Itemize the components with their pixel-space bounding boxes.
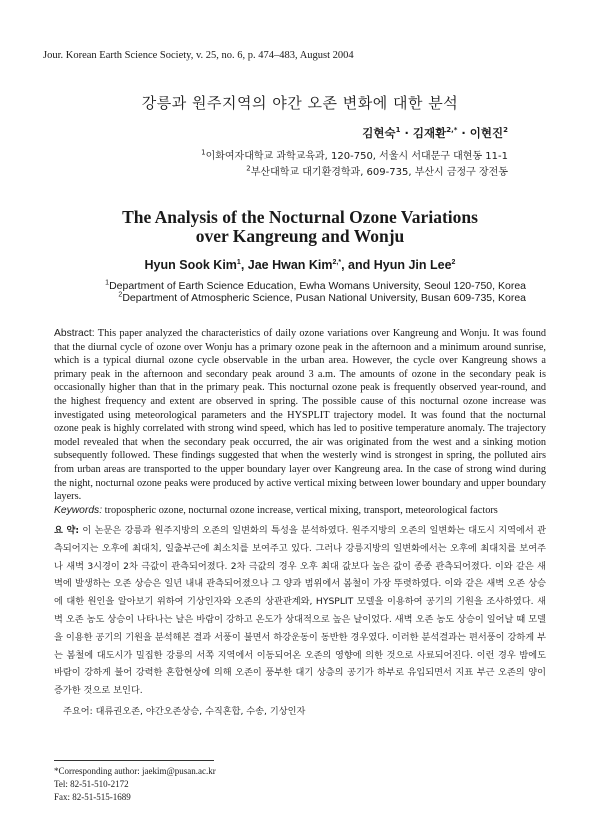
author-1-kr: 김현숙 (362, 126, 396, 140)
author-3-kr: 이현진 (469, 126, 504, 140)
abstract-label: Abstract: (54, 328, 95, 339)
english-title-line-1: The Analysis of the Nocturnal Ozone Variations (122, 207, 478, 227)
author-separator: , (240, 258, 248, 272)
english-title-line-2: over Kangreung and Wonju (195, 226, 405, 246)
keywords-text: tropospheric ozone, nocturnal ozone increase, vertical mixing, transport, meteorological factors (102, 505, 498, 516)
footnote-divider (54, 760, 214, 761)
korean-keywords: 주요어: 대류권오존, 야간오존상승, 수직혼합, 수송, 기상인자 (63, 706, 306, 717)
affiliation-marker: 2 (118, 291, 123, 299)
affiliation-text: Department of Earth Science Education, Ewha Womans University, Seoul 120-750, Korea (109, 280, 526, 292)
english-affiliation-1 (105, 280, 526, 292)
author-2-kr: 김재환 (412, 126, 447, 140)
journal-header: Jour. Korean Earth Science Society, v. 25, no. 6, p. 474–483, August 2004 (43, 50, 354, 61)
abstract (54, 327, 546, 504)
author-1-kr-affil: 1 (395, 126, 401, 135)
author-separator: , and (341, 258, 374, 272)
korean-abstract (54, 522, 546, 700)
korean-title: 강릉과 원주지역의 야간 오존 변화에 대한 분석 (141, 94, 459, 112)
author-separator: · (457, 126, 470, 140)
author-2: Jae Hwan Kim (247, 258, 333, 272)
affiliation-marker: 2 (246, 164, 251, 173)
korean-authors (362, 125, 508, 141)
affiliation-text: Department of Atmospheric Science, Pusan National University, Busan 609-735, Korea (122, 292, 526, 304)
korean-affiliation-2 (246, 163, 508, 178)
abstract-text: This paper analyzed the characteristics of daily ozone variations over Kangreung and Wonju. It was found that the diurnal cycle of ozone over Wonju has a primary ozone peak in the afternoon and a minimum around sunrise, which is a typical diurnal ozone cycle observable in the urban area. However, the cycle over Kangreung shows a primary peak in the afternoon and secondary peak around 3 a.m. The amounts of ozone in the secondary peak is occasionally higher than that in the primary peak. This nocturnal ozone peak is frequently observed year-round, and the highest frequency and extent are observed in spring. The possible cause of this nocturnal ozone increase was investigated using meteorological parameters and the HYSPLIT trajectory model. It was found that the nocturnal ozone peak is highly correlated with strong wind speed, which has led to positive temperature anomaly. The trajectory model revealed that when the secondary peak occurred, the air was originated from the west and a sinking motion subsequently followed. These findings suggested that when the westerly wind is strongest in spring, the polluted airs from urban areas are transported to the upper boundary layer over Kangreung area. In the case of strong wind during the night, nocturnal ozone peaks were produced by active vertical mixing between lower boundary and upper boundary layers. (54, 328, 546, 503)
author-1-affil: 1 (236, 258, 241, 266)
english-affiliation-2 (118, 292, 526, 304)
author-3-kr-affil: 2 (503, 126, 508, 135)
author-3: Hyun Jin Lee (373, 258, 452, 272)
keywords-label: Keywords: (54, 505, 103, 516)
affiliation-text: 부산대학교 대기환경학과, 609-735, 부산시 금정구 장전동 (250, 167, 508, 178)
corresponding-author: *Corresponding author: jaekim@pusan.ac.kr (54, 766, 216, 776)
author-3-affil: 2 (451, 258, 456, 266)
telephone: Tel: 82-51-510-2172 (54, 779, 129, 789)
english-title (0, 208, 600, 246)
affiliation-text: 이화여자대학교 과학교육과, 120-750, 서울시 서대문구 대현동 11-1 (205, 151, 508, 162)
affiliation-marker: 1 (201, 148, 206, 157)
author-separator: · (400, 126, 413, 140)
english-authors (0, 258, 600, 272)
korean-abstract-text: 이 논문은 강릉과 원주지방의 오존의 일변화의 특성을 분석하였다. 원주지방의 오존의 일변화는 대도시 지역에서 관측되어지는 오후에 최대치, 일출부근에 최소치를 보여주고 있다. 그러나 강릉지방의 일변화에서는 오후에 최대치를 보여주나 새벽 3시경이 2차 극값이 관측되어졌다. 2차 극값의 경우 오후 최대 값보다 높은 값이 종종 관측되어졌다. 이와 같은 새벽에 발생하는 오존 상승은 일년 내내 관측되어졌으나 그 양과 범위에서 봄철이 가장 뚜렷하였다. 이와 같은 새벽 오존 상승에 대한 원인을 알아보기 위하여 기상인자와 오존의 상관관계와, HYSPLIT 모델을 이용하여 공기의 기원을 조사하였다. 새벽 오존 농도 상승이 나타나는 날은 바람이 강하고 온도가 상대적으로 높은 날이었다. 새벽 오존 농도 상승이 일어날 때 모델을 이용한 공기의 기원을 분석해본 결과 서풍이 불면서 하강운동이 동반한 경우였다. 이러한 분석결과는 편서풍이 강하게 부는 봄철에 대도시가 밀집한 강릉의 서쪽 지역에서 이동되어온 오존의 영향에 의한 것으로 사료되어진다. 이런 경우 밤에도 바람이 강하게 불어 강력한 혼합현상에 의해 오존이 풍부한 대기 상층의 공기가 하부로 유입되면서 지표 부근 오존의 양이 증가한 것으로 보인다. (54, 525, 547, 697)
korean-affiliation-1 (201, 147, 508, 162)
author-2-kr-affil: 2,* (446, 126, 458, 135)
keywords (54, 505, 546, 516)
author-1: Hyun Sook Kim (144, 258, 237, 272)
affiliation-marker: 1 (105, 279, 110, 287)
korean-abstract-label: 요 약: (54, 525, 80, 536)
fax: Fax: 82-51-515-1689 (54, 792, 131, 802)
author-2-affil: 2,* (332, 258, 342, 266)
